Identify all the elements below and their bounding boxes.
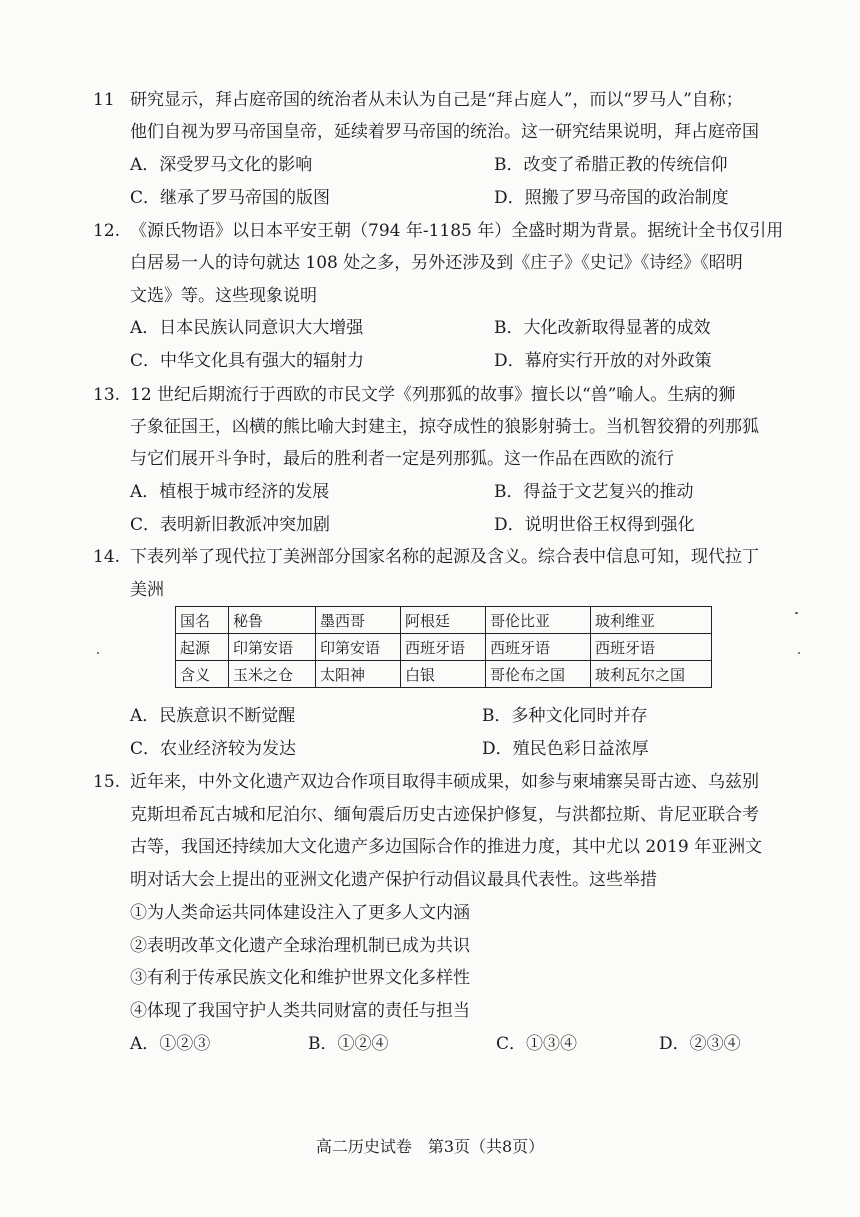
question-text: 克斯坦希瓦古城和尼泊尔、缅甸震后历史古迹保护修复，与洪都拉斯、肯尼亚联合考 xyxy=(130,805,759,825)
table-cell: 玻利维亚 xyxy=(591,607,712,634)
question-text: 子象征国王，凶横的熊比喻大封建主，掠夺成性的狼影射骑士。当机智狡猾的列那狐 xyxy=(130,417,759,437)
question-text: 古等，我国还持续加大文化遗产多边国际合作的推进力度，其中尤以 2019 年亚洲文 xyxy=(130,837,763,857)
table-cell: 玻利瓦尔之国 xyxy=(591,661,712,688)
statement-item: ③有利于传承民族文化和维护世界文化多样性 xyxy=(130,968,470,988)
table-cell: 含义 xyxy=(176,661,229,688)
option-c: C．表明新旧教派冲突加剧 xyxy=(130,515,331,535)
question-text: 白居易一人的诗句就达 108 处之多，另外还涉及到《庄子》《史记》《诗经》《昭明 xyxy=(130,253,743,273)
table-cell: 太阳神 xyxy=(316,661,401,688)
scan-speck xyxy=(795,612,798,614)
table-cell: 玉米之仓 xyxy=(229,661,316,688)
table-cell: 起源 xyxy=(176,634,229,661)
question-text: 《源氏物语》以日本平安王朝（794 年-1185 年）全盛时期为背景。据统计全书仅引用 xyxy=(130,221,784,241)
option-a: A．深受罗马文化的影响 xyxy=(130,155,313,175)
table-cell: 白银 xyxy=(401,661,486,688)
question-text: 明对话大会上提出的亚洲文化遗产保护行动倡议最具代表性。这些举措 xyxy=(130,870,657,890)
option-d: D．幕府实行开放的对外政策 xyxy=(494,351,712,371)
question-number: 13. xyxy=(93,385,121,405)
table-cell: 墨西哥 xyxy=(316,607,401,634)
country-name-table xyxy=(175,606,712,688)
statement-item: ④体现了我国守护人类共同财富的责任与担当 xyxy=(130,1001,470,1021)
statement-item: ②表明改革文化遗产全球治理机制已成为共识 xyxy=(130,936,470,956)
option-a: A．①②③ xyxy=(130,1034,211,1054)
table-cell: 哥伦布之国 xyxy=(486,661,591,688)
scan-speck xyxy=(798,652,800,654)
option-b: B．①②④ xyxy=(308,1034,389,1054)
table-cell: 国名 xyxy=(176,607,229,634)
scan-speck xyxy=(97,652,99,654)
option-b: B．多种文化同时并存 xyxy=(482,706,648,726)
table-cell: 秘鲁 xyxy=(229,607,316,634)
question-number: 11 xyxy=(93,90,115,110)
page-footer: 高二历史试卷 第3页（共8页） xyxy=(315,1137,545,1156)
question-text: 近年来，中外文化遗产双边合作项目取得丰硕成果，如参与柬埔寨吴哥古迹、乌兹别 xyxy=(130,772,759,792)
option-a: A．日本民族认同意识大大增强 xyxy=(130,318,364,338)
table-row xyxy=(176,607,712,634)
question-text: 与它们展开斗争时，最后的胜利者一定是列那狐。这一作品在西欧的流行 xyxy=(130,449,674,469)
option-b: B．大化改新取得显著的成效 xyxy=(494,318,711,338)
option-d: D．照搬了罗马帝国的政治制度 xyxy=(494,188,729,208)
question-text: 他们自视为罗马帝国皇帝，延续着罗马帝国的统治。这一研究结果说明，拜占庭帝国 xyxy=(130,122,759,142)
option-c: C．①③④ xyxy=(496,1034,578,1054)
table-cell: 印第安语 xyxy=(229,634,316,661)
option-d: D．殖民色彩日益浓厚 xyxy=(482,739,649,759)
table-cell: 西班牙语 xyxy=(591,634,712,661)
question-text: 文选》等。这些现象说明 xyxy=(130,286,317,306)
table-cell: 西班牙语 xyxy=(486,634,591,661)
option-d: D．说明世俗王权得到强化 xyxy=(494,515,695,535)
question-text: 下表列举了现代拉丁美洲部分国家名称的起源及含义。综合表中信息可知，现代拉丁 xyxy=(130,547,759,567)
option-a: A．民族意识不断觉醒 xyxy=(130,706,296,726)
option-b: B．改变了希腊正教的传统信仰 xyxy=(494,155,728,175)
option-a: A．植根于城市经济的发展 xyxy=(130,482,330,502)
option-b: B．得益于文艺复兴的推动 xyxy=(494,482,694,502)
option-c: C．继承了罗马帝国的版图 xyxy=(130,188,331,208)
question-number: 15. xyxy=(93,772,121,792)
table-row xyxy=(176,634,712,661)
statement-item: ①为人类命运共同体建设注入了更多人文内涵 xyxy=(130,903,470,923)
option-c: C．农业经济较为发达 xyxy=(130,739,297,759)
table-cell: 印第安语 xyxy=(316,634,401,661)
question-text: 12 世纪后期流行于西欧的市民文学《列那狐的故事》擅长以“兽”喻人。生病的狮 xyxy=(130,385,736,405)
question-text: 美洲 xyxy=(130,580,164,600)
table-row xyxy=(176,661,712,688)
question-number: 14. xyxy=(93,547,121,567)
question-text: 研究显示，拜占庭帝国的统治者从未认为自己是“拜占庭人”，而以“罗马人”自称； xyxy=(130,90,743,110)
question-number: 12. xyxy=(93,221,121,241)
option-d: D．②③④ xyxy=(659,1034,741,1054)
option-c: C．中华文化具有强大的辐射力 xyxy=(130,351,365,371)
table-cell: 西班牙语 xyxy=(401,634,486,661)
table-cell: 阿根廷 xyxy=(401,607,486,634)
table-cell: 哥伦比亚 xyxy=(486,607,591,634)
